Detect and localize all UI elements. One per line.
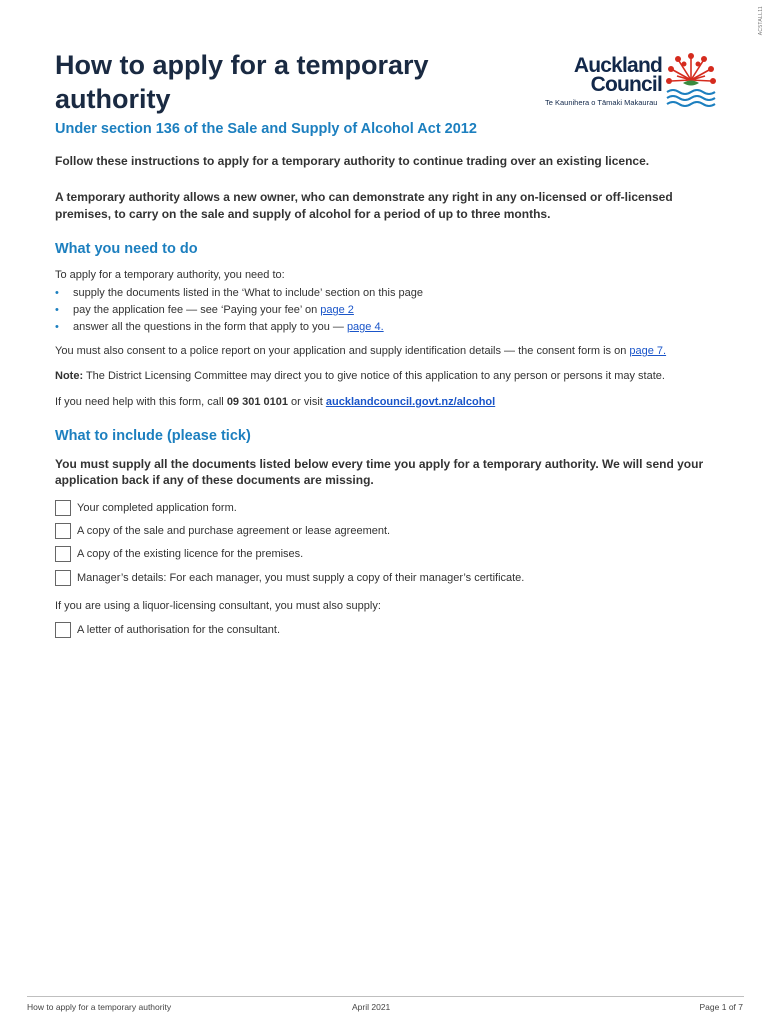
note-label: Note:: [55, 370, 84, 382]
footer-divider: [27, 996, 744, 997]
what-to-do-list: [55, 285, 423, 336]
logo-line-1: Auckland: [573, 54, 662, 77]
checkbox[interactable]: [55, 523, 71, 539]
page-7-link[interactable]: page 7.: [629, 345, 667, 357]
section-heading-what-to-do: What you need to do: [55, 241, 198, 257]
checklist-label: Your completed application form.: [77, 502, 237, 514]
list-item-text: pay the application fee — see ‘Paying your fee’ on: [73, 304, 321, 316]
document-code: AC5TALL11: [758, 6, 764, 36]
help-text: If you need help with this form, call: [55, 396, 227, 408]
note-paragraph: [55, 368, 725, 384]
section-heading-what-to-include: What to include (please tick): [55, 428, 251, 444]
list-item-text: answer all the questions in the form that apply to you —: [73, 321, 347, 333]
checkbox[interactable]: [55, 570, 71, 586]
auckland-council-logo: [545, 50, 720, 112]
list-item: [55, 285, 423, 302]
list-item: [55, 319, 423, 336]
checkbox[interactable]: [55, 546, 71, 562]
alcohol-website-link[interactable]: aucklandcouncil.govt.nz/alcohol: [325, 396, 496, 408]
bullet-icon: •: [55, 304, 59, 316]
checklist-label: A copy of the sale and purchase agreement or lease agreement.: [77, 525, 391, 537]
consent-paragraph: [55, 343, 725, 359]
note-text: The District Licensing Committee may direct you to give notice of this application to any person or persons it may state.: [83, 370, 665, 382]
footer-page-number: Page 1 of 7: [699, 1002, 743, 1012]
checklist-label: Manager’s details: For each manager, you must supply a copy of their manager’s certificate.: [77, 572, 525, 584]
pohutukawa-flower-icon: [665, 50, 717, 108]
list-item-text: supply the documents listed in the ‘What to include’ section on this page: [73, 287, 423, 299]
page-subtitle: Under section 136 of the Sale and Supply of Alcohol Act 2012: [55, 121, 477, 137]
checklist-label: A copy of the existing licence for the premises.: [77, 548, 304, 560]
logo-line-2: Council: [590, 73, 662, 96]
page-4-link[interactable]: page 4.: [346, 321, 384, 333]
checkbox[interactable]: [55, 622, 71, 638]
what-to-do-intro: To apply for a temporary authority, you need to:: [55, 269, 285, 281]
footer-title: How to apply for a temporary authority: [27, 1002, 172, 1012]
help-phone: 09 301 0101: [226, 396, 288, 408]
page-2-link[interactable]: page 2: [320, 304, 354, 316]
help-paragraph: [55, 394, 725, 410]
footer-date: April 2021: [352, 1002, 391, 1012]
intro-definition: A temporary authority allows a new owner, who can demonstrate any right in any on-licensed or off-licensed premises, to carry on the sale and supply of alcohol for a period of up to three months.: [55, 190, 673, 221]
bullet-icon: •: [55, 287, 59, 299]
checklist-label: A letter of authorisation for the consultant.: [77, 624, 281, 636]
consultant-paragraph: If you are using a liquor-licensing consultant, you must also supply:: [55, 600, 381, 612]
list-item: [55, 302, 423, 319]
include-requirement: You must supply all the documents listed below every time you apply for a temporary authority. We will send your application back if any of these documents are missing.: [55, 457, 704, 487]
checkbox[interactable]: [55, 500, 71, 516]
consent-text: You must also consent to a police report on your application and supply identification details — the consent form is on: [55, 345, 630, 357]
help-or: or visit: [287, 396, 326, 408]
logo-tagline: Te Kaunihera o Tāmaki Makaurau: [545, 98, 658, 107]
bullet-icon: •: [55, 321, 59, 333]
page-title: How to apply for a temporary authority: [55, 50, 429, 114]
intro-instructions: Follow these instructions to apply for a temporary authority to continue trading over an existing licence.: [55, 154, 650, 168]
